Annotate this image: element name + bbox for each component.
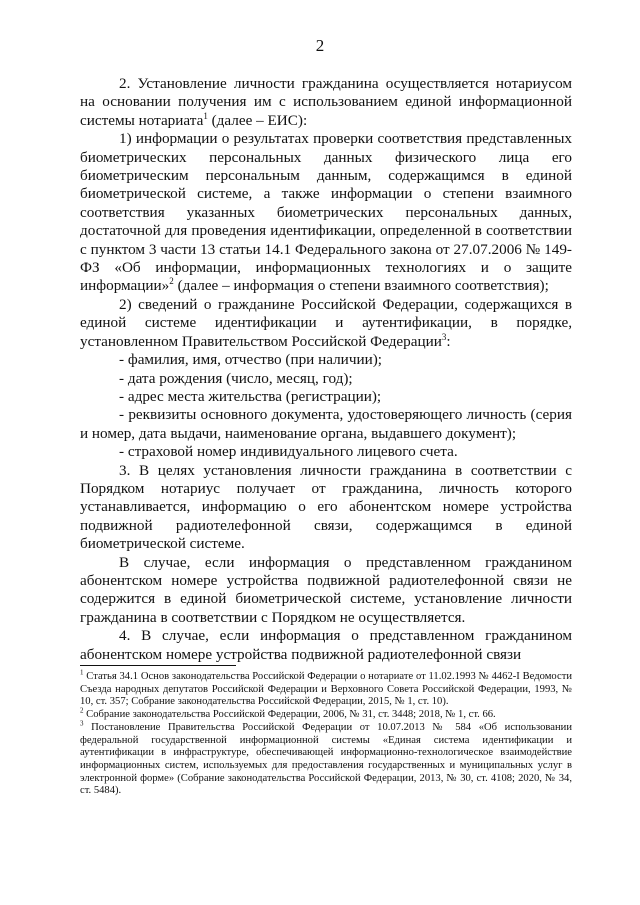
- paragraph-3-case: В случае, если информация о представленном гражданином абонентском номере устройства подвижной радиотелефонной связи не содержится в единой биометрической системе, установление личности гражданина в соответствии с Порядком не осуществляется.: [80, 553, 572, 626]
- paragraph-text: (далее – информация о степени взаимного соответствия);: [173, 277, 549, 295]
- paragraph-text: 2) сведений о гражданине Российской Федерации, содержащихся в единой системе идентификации и аутентификации, в порядке, установленном Правительством Российской Федерации: [80, 295, 572, 350]
- paragraph-2-1: [80, 130, 572, 296]
- footnote-reference: 2: [169, 276, 174, 287]
- footnote-mark: 1: [80, 668, 84, 677]
- list-item: - реквизиты основного документа, удостоверяющего личность (серия и номер, дата выдачи, наименование органа, выдавшего документ);: [80, 406, 572, 442]
- footnote-text: Постановление Правительства Российской Федерации от 10.07.2013 № 584 «Об использовании федеральной государственной информационной системы «Единая система идентификации и аутентификации в инфраструктуре, обеспечивающей информационно-технологическое взаимодействие информационных систем, используемых для предоставления государственных и муниципальных услуг в электронной форме» (Собрание законодательства Российской Федерации, 2013, № 30, ст. 4108; 2020, № 34, ст. 5484).: [80, 721, 572, 797]
- paragraph-text: 1) информации о результатах проверки соответствия представленных биометрических персональных данных физического лица его биометрическим персональным данным, содержащимся в единой биометрической системе, а также информации о степени взаимного соответствия указанных биометрических персональных данных, достаточной для проведения идентификации, определенной в соответствии с пунктом 3 части 13 статьи 14.1 Федерального закона от 27.07.2006 № 149-ФЗ «Об информации, информационных технологиях и о защите информации»: [80, 130, 572, 295]
- paragraph-4: 4. В случае, если информация о представленном гражданином абонентском номере устройства подвижной радиотелефонной связи: [80, 627, 572, 663]
- footnote-text: Собрание законодательства Российской Федерации, 2006, № 31, ст. 3448; 2018, № 1, ст. 66.: [83, 709, 496, 721]
- paragraph-text: 2. Установление личности гражданина осуществляется нотариусом на основании получения им с использованием единой информационной системы нотариата: [80, 75, 572, 129]
- list-item: - фамилия, имя, отчество (при наличии);: [119, 351, 382, 369]
- paragraph-2-2: [80, 296, 572, 351]
- footnote: [80, 706, 572, 722]
- paragraph-text: :: [446, 332, 451, 350]
- footnote-divider: [80, 665, 236, 666]
- footnote: [80, 668, 572, 709]
- page-number: 2: [315, 36, 325, 55]
- paragraph-2: [80, 75, 572, 130]
- document-body: [80, 75, 572, 664]
- footnotes: [80, 668, 572, 798]
- list-item: - страховой номер индивидуального лицевого счета.: [119, 443, 458, 461]
- list-item: - адрес места жительства (регистрации);: [119, 387, 382, 405]
- footnote-text: Статья 34.1 Основ законодательства Российской Федерации о нотариате от 11.02.1993 № 4462-I Ведомости Съезда народных депутатов Российской Федерации и Верховного Совета Российской Федерации, 1993, № 10, ст. 357; Собрание законодательства Российской Федерации, 2015, № 1, ст. 10).: [80, 671, 572, 708]
- footnote: [80, 719, 572, 798]
- footnote-reference: 1: [203, 110, 208, 121]
- footnote-mark: 3: [80, 719, 84, 728]
- footnote-reference: 3: [441, 331, 447, 342]
- list-item: - дата рождения (число, месяц, год);: [119, 369, 353, 387]
- paragraph-text: (далее – ЕИС):: [207, 111, 308, 129]
- footnote-mark: 2: [80, 706, 84, 715]
- paragraph-3: 3. В целях установления личности гражданина в соответствии с Порядком нотариус получает от гражданина, личность которого устанавливается, информацию о его абонентском номере устройства подвижной радиотелефонной связи, содержащимся в единой биометрической системе.: [80, 461, 572, 553]
